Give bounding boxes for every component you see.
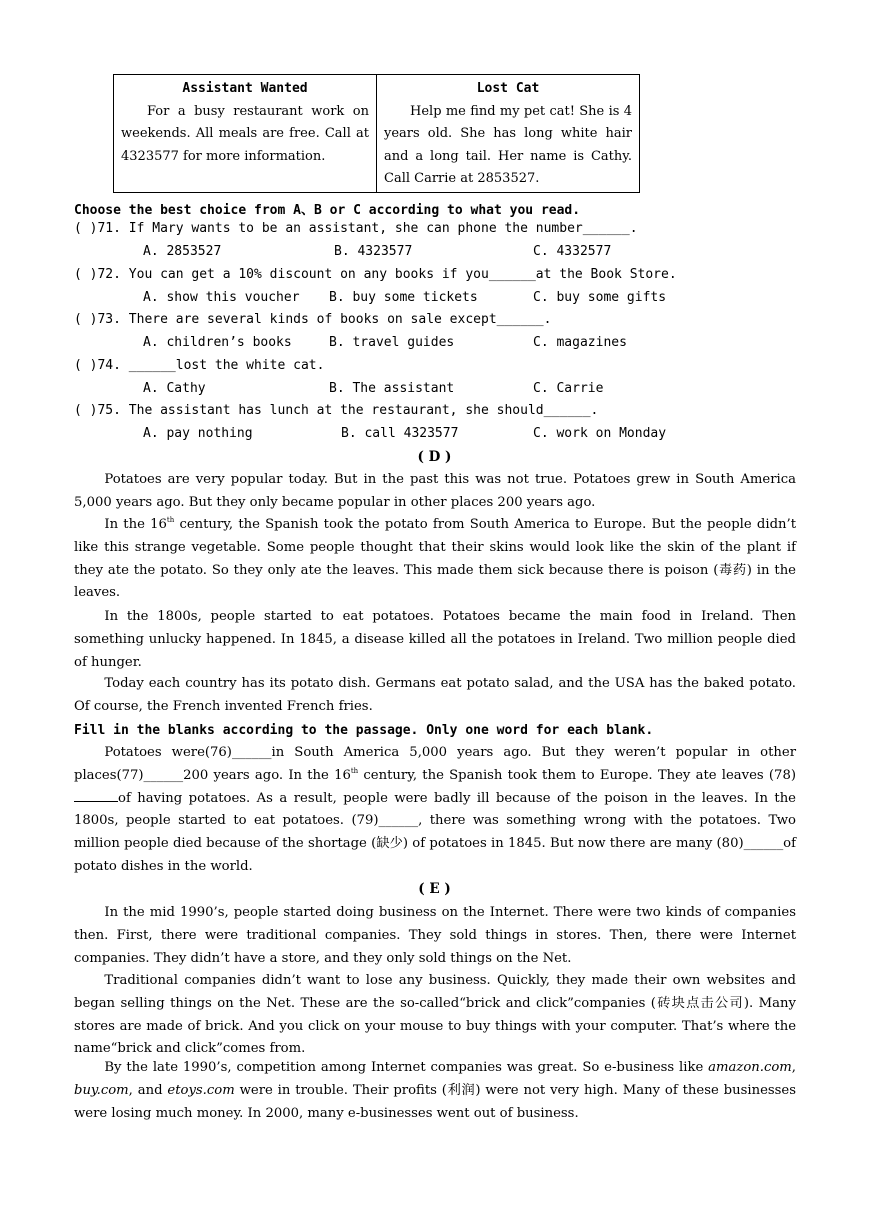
- section-c-instruction: Choose the best choice from A、B or C according to what you read.: [74, 203, 581, 218]
- question-72-option-c: C. buy some gifts: [533, 290, 667, 305]
- section-d-heading: ( D ): [417, 449, 452, 465]
- question-74-option-b: B. The assistant: [329, 381, 455, 396]
- passage-d-paragraph-3: In the 1800s, people started to eat potatoes. Potatoes became the main food in Ireland. Then something unlucky happened. In 1845, a disease killed all the potatoes in Ireland. Two million people died of hunger.: [74, 609, 796, 670]
- question-73-option-a: A. children’s books: [143, 335, 292, 350]
- website-name: buy.com: [74, 1082, 129, 1098]
- question-71-option-a: A. 2853527: [143, 244, 222, 259]
- notices-table: [113, 74, 640, 193]
- fill-passage-end: of having potatoes. As a result, people were badly ill because of the poison in the leaves. In the 1800s, people started to eat potatoes. (79)______, there was something wrong with the potatoes. Two million people died because of the shortage (缺少) of potatoes in 1845. But now there are many (80)______of potato dishes in the world.: [74, 790, 796, 874]
- separator: ,: [791, 1060, 796, 1075]
- assistant-wanted-title: Assistant Wanted: [182, 81, 308, 96]
- section-d-fill-instruction: Fill in the blanks according to the passage. Only one word for each blank.: [74, 723, 654, 738]
- question-74-option-a: A. Cathy: [143, 381, 206, 396]
- question-71-option-b: B. 4323577: [334, 244, 413, 259]
- website-name: amazon.com: [708, 1060, 792, 1075]
- passage-e-paragraph-1: In the mid 1990’s, people started doing business on the Internet. There were two kinds of companies then. First, there were traditional companies. They sold things in stores. Then, there were Internet companies. They didn’t have a store, and they only sold things on the Net.: [74, 905, 796, 966]
- fill-passage-start: Potatoes were(76)______in South America 5,000 years ago. But they weren’t popular in other places(77)______200 years ago. In the 16: [74, 745, 796, 783]
- paragraph-3-rest: were in trouble. Their profits (利润) were not very high. Many of these businesses were losing much money. In 2000, many e-businesses went out of business.: [74, 1082, 796, 1121]
- blank-78[interactable]: [74, 791, 118, 802]
- question-71-option-c: C. 4332577: [533, 244, 612, 259]
- paragraph-2-rest: century, the Spanish took the potato from South America to Europe. But the people didn’t like this strange vegetable. Some people thought that their skins would look like the skin of the plant if they ate the potato. So they only ate the leaves. This made them sick because there is poison (毒药) in the leaves.: [74, 517, 796, 601]
- question-75: ( )75. The assistant has lunch at the restaurant, she should______.: [74, 403, 599, 418]
- question-73: ( )73. There are several kinds of books on sale except______.: [74, 312, 552, 327]
- assistant-wanted-notice: [114, 75, 377, 192]
- paragraph-2-start: In the 16: [104, 517, 167, 532]
- question-75-option-a: A. pay nothing: [143, 426, 253, 441]
- question-75-option-b: B. call 4323577: [341, 426, 459, 441]
- question-74: ( )74. ______lost the white cat.: [74, 358, 325, 373]
- lost-cat-title: Lost Cat: [476, 81, 540, 96]
- separator: , and: [128, 1082, 168, 1098]
- lost-cat-notice: [377, 75, 639, 192]
- question-72: ( )72. You can get a 10% discount on any books if you______at the Book Store.: [74, 267, 677, 282]
- question-72-option-b: B. buy some tickets: [329, 290, 478, 305]
- question-74-option-c: C. Carrie: [533, 381, 604, 396]
- website-name: etoys.com: [167, 1082, 235, 1098]
- passage-d-paragraph-1: Potatoes are very popular today. But in the past this was not true. Potatoes grew in South America 5,000 years ago. But they only became popular in other places 200 years ago.: [74, 472, 796, 510]
- question-71: ( )71. If Mary wants to be an assistant, she can phone the number______.: [74, 221, 638, 236]
- ordinal-suffix: th: [350, 766, 359, 775]
- passage-e-paragraph-3: [74, 1057, 796, 1125]
- fill-in-blanks-passage: [74, 742, 796, 879]
- question-73-option-c: C. magazines: [533, 335, 627, 350]
- fill-passage-middle: century, the Spanish took them to Europe. They ate leaves (78): [358, 767, 796, 783]
- assistant-wanted-body: For a busy restaurant work on weekends. All meals are free. Call at 4323577 for more information.: [121, 103, 369, 164]
- passage-e-paragraph-2: Traditional companies didn’t want to lose any business. Quickly, they made their own websites and began selling things on the Net. These are the so-called“brick and click”companies (砖块点击公司). Many stores are made of brick. And you click on your mouse to buy things with your computer. That’s where the name“brick and click”comes from.: [74, 973, 796, 1057]
- lost-cat-body: Help me find my pet cat! She is 4 years old. She has long white hair and a long tail. Her name is Cathy. Call Carrie at 2853527.: [384, 103, 632, 186]
- section-e-heading: ( E ): [418, 881, 451, 897]
- ordinal-suffix: th: [166, 516, 175, 524]
- paragraph-3-start: By the late 1990’s, competition among Internet companies was great. So e-business like: [104, 1060, 709, 1075]
- question-72-option-a: A. show this voucher: [143, 290, 300, 305]
- passage-d-paragraph-2: [74, 514, 796, 605]
- question-75-option-c: C. work on Monday: [533, 426, 667, 441]
- question-73-option-b: B. travel guides: [329, 335, 455, 350]
- passage-d-paragraph-4: Today each country has its potato dish. Germans eat potato salad, and the USA has the baked potato. Of course, the French invented French fries.: [74, 676, 796, 714]
